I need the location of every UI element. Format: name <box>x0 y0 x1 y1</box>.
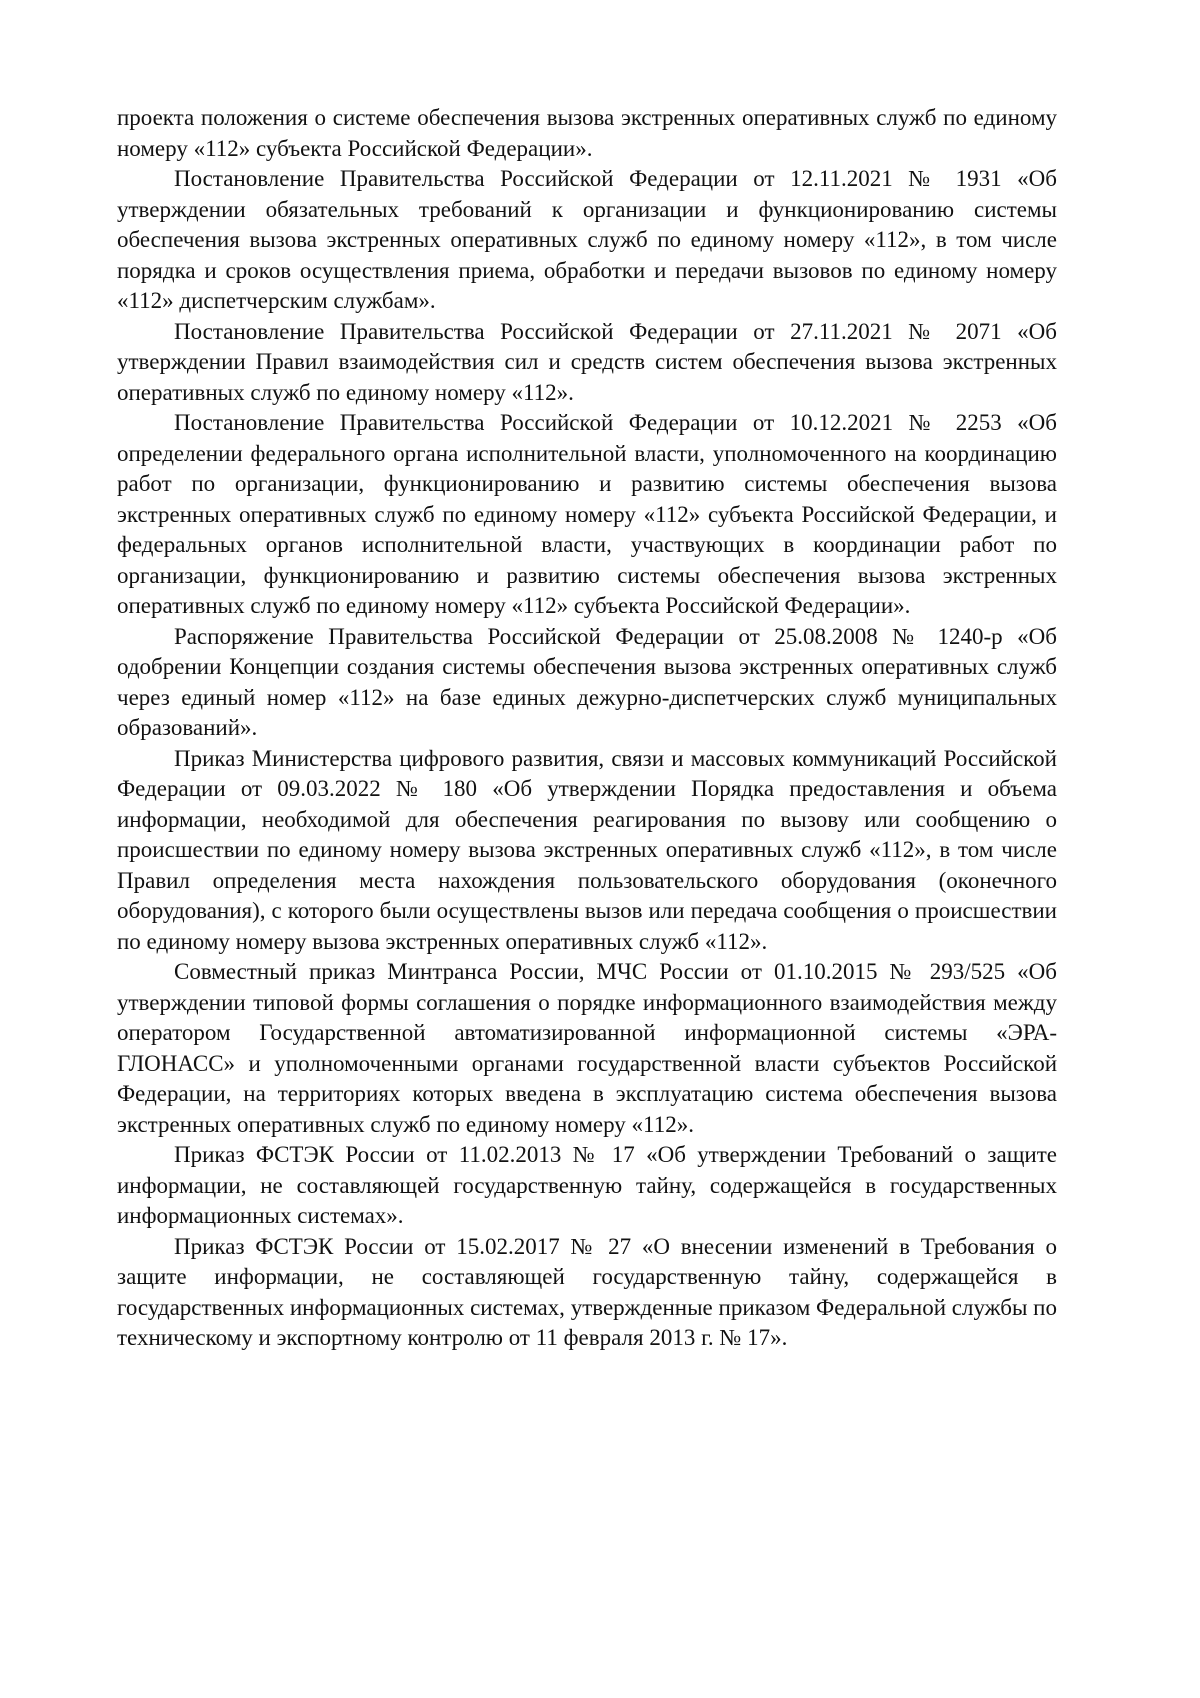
document-page <box>117 103 1057 1354</box>
paragraph-order-180: Приказ Министерства цифрового развития, связи и массовых коммуникаций Российской Федерации от 09.03.2022 № 180 «Об утверждении Порядка предоставления и объема информации, необходимой для обеспечения реагирования по вызову или сообщению о происшествии по единому номеру вызова экстренных оперативных служб «112», в том числе Правил определения места нахождения пользовательского оборудования (оконечного оборудования), с которого были осуществлены вызов или передача сообщения о происшествии по единому номеру вызова экстренных оперативных служб «112». <box>117 745 1057 954</box>
paragraph-decree-1931: Постановление Правительства Российской Федерации от 12.11.2021 № 1931 «Об утверждении обязательных требований к организации и функционированию системы обеспечения вызова экстренных оперативных служб по единому номеру «112», в том числе порядка и сроков осуществления приема, обработки и передачи вызовов по единому номеру «112» диспетчерским службам». <box>117 166 1057 313</box>
paragraph-order-293-525: Совместный приказ Минтранса России, МЧС России от 01.10.2015 № 293/525 «Об утверждении типовой формы соглашения о порядке информационного взаимодействия между оператором Государственной автоматизированной информационной системы «ЭРА-ГЛОНАСС» и уполномоченными органами государственной власти субъектов Российской Федерации, на территориях которых введена в эксплуатацию система обеспечения вызова экстренных оперативных служб по единому номеру «112». <box>117 959 1057 1137</box>
paragraph-order-27: Приказ ФСТЭК России от 15.02.2017 № 27 «О внесении изменений в Требования о защите информации, не составляющей государственную тайну, содержащейся в государственных информационных системах, утвержденные приказом Федеральной службы по техническому и экспортному контролю от 11 февраля 2013 г. № 17». <box>117 1233 1057 1350</box>
paragraph-order-17: Приказ ФСТЭК России от 11.02.2013 № 17 «Об утверждении Требований о защите информации, не составляющей государственную тайну, содержащейся в государственных информационных системах». <box>117 1142 1057 1228</box>
paragraph-continuation: проекта положения о системе обеспечения вызова экстренных оперативных служб по единому номеру «112» субъекта Российской Федерации». <box>117 105 1057 161</box>
paragraph-order-1240: Распоряжение Правительства Российской Федерации от 25.08.2008 № 1240-р «Об одобрении Концепции создания системы обеспечения вызова экстренных оперативных служб через единый номер «112» на базе единых дежурно-диспетчерских служб муниципальных образований». <box>117 623 1057 740</box>
paragraph-decree-2071: Постановление Правительства Российской Федерации от 27.11.2021 № 2071 «Об утверждении Правил взаимодействия сил и средств систем обеспечения вызова экстренных оперативных служб по единому номеру «112». <box>117 318 1057 405</box>
paragraph-decree-2253: Постановление Правительства Российской Федерации от 10.12.2021 № 2253 «Об определении федерального органа исполнительной власти, уполномоченного на координацию работ по организации, функционированию и развитию системы обеспечения вызова экстренных оперативных служб по единому номеру «112» субъекта Российской Федерации, и федеральных органов исполнительной власти, участвующих в координации работ по организации, функционированию и развитию системы обеспечения вызова экстренных оперативных служб по единому номеру «112» субъекта Российской Федерации». <box>117 410 1057 618</box>
